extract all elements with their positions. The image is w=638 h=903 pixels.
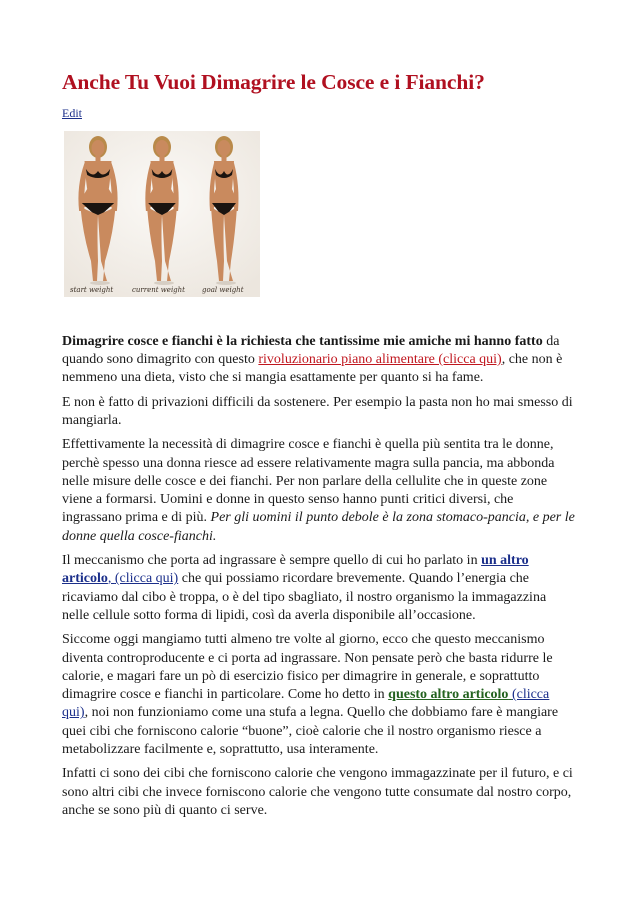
ground-shadow xyxy=(154,281,174,285)
click-here-text: (clicca qui) xyxy=(62,687,550,721)
paragraph-text: Il meccanismo che porta ad ingrassare è sempre quello di cui ho parlato in xyxy=(62,553,482,569)
paragraph-1 xyxy=(62,333,576,388)
head xyxy=(218,140,231,156)
link-bold-text: un altro articolo xyxy=(62,553,529,587)
paragraph-5 xyxy=(62,631,576,759)
page-title: Anche Tu Vuoi Dimagrire le Cosce e i Fianchi? xyxy=(62,70,485,94)
edit-link[interactable]: Edit xyxy=(62,105,82,120)
link-separator: , xyxy=(107,571,115,587)
paragraph-text: che qui possiamo ricordare brevemente. Quando l’energia che ricaviamo dal cibo è troppa, o è del tipo sbagliato, il nostro organismo la immagazzina nelle cellule sotto forma di lipidi, così da averla disponibile all’occasione. xyxy=(62,571,547,623)
paragraph-6: Infatti ci sono dei cibi che forniscono calorie che vengono immagazzinate per il futuro, e ci sono altri cibi che invece forniscono calorie che vengono tutte consumate dal nostro corpo, anche se sono più di quanto ci serve. xyxy=(62,766,573,818)
diet-plan-link[interactable]: rivoluzionario piano alimentare (clicca qui) xyxy=(258,352,502,368)
paragraph-text: , che non è nemmeno una dieta, visto che si mangia esattamente per quanto si ha fame. xyxy=(62,352,563,386)
head xyxy=(156,140,169,156)
caption-start-weight: start weight xyxy=(70,285,114,294)
paragraph-text: , noi non funzioniamo come una stufa a legna. Quello che dobbiamo fare è mangiare quei cibi che forniscono calorie “buone”, cioè calorie che il nostro organismo riesce a metabolizzare facilmente e, soprattutto, usa interamente. xyxy=(62,705,559,758)
paragraph-4 xyxy=(62,552,576,625)
article xyxy=(62,70,576,826)
caption-goal-weight: goal weight xyxy=(202,285,244,294)
italic-note: Per gli uomini il punto debole è la zona stomaco-pancia, e per le donne quella cosce-fianchi. xyxy=(62,510,575,544)
ground-shadow xyxy=(90,281,110,285)
neck xyxy=(222,155,227,161)
click-here-text: (clicca qui) xyxy=(114,571,179,587)
paragraph-text: Effettivamente la necessità di dimagrire cosce e fianchi è quella più sentita tra le donne, perchè spesso una donna riesce ad essere relativamente magra sulla pancia, ma abbonda nelle misure delle cosce e dei fianchi. Per non parlare della cellulite che in queste zone viene a formarsi. Uomini e donne in questo senso hanno punti critici diversi, che ingrassano prima e di più. xyxy=(62,437,555,526)
neck xyxy=(160,155,165,161)
head xyxy=(92,140,105,156)
paragraph-text: Siccome oggi mangiamo tutti almeno tre volte al giorno, ecco che questo meccanismo diventa controproducente e ci porta ad ingrassare. Non pensate però che basta ridurre le calorie, e magari fare un pò di esercizio fisico per dimagrire in generale, e soprattutto dimagrire cosce e fianchi in particolare. Come ho detto in xyxy=(62,632,553,703)
neck xyxy=(96,155,101,161)
link-bold-text: questo altro articolo xyxy=(388,687,509,703)
paragraph-3 xyxy=(62,436,576,546)
caption-current-weight: current weight xyxy=(132,285,185,294)
bold-intro: Dimagrire cosce e fianchi è la richiesta che tantissime mie amiche mi hanno fatto xyxy=(62,333,543,349)
weight-loss-image xyxy=(64,131,260,297)
three-women-illustration xyxy=(64,131,260,297)
paragraph-2: E non è fatto di privazioni difficili da sostenere. Per esempio la pasta non ho mai smesso di mangiarla. xyxy=(62,394,573,428)
paragraph-text: da quando sono dimagrito con questo xyxy=(62,333,560,368)
article-body xyxy=(62,333,576,820)
ground-shadow xyxy=(216,281,236,285)
